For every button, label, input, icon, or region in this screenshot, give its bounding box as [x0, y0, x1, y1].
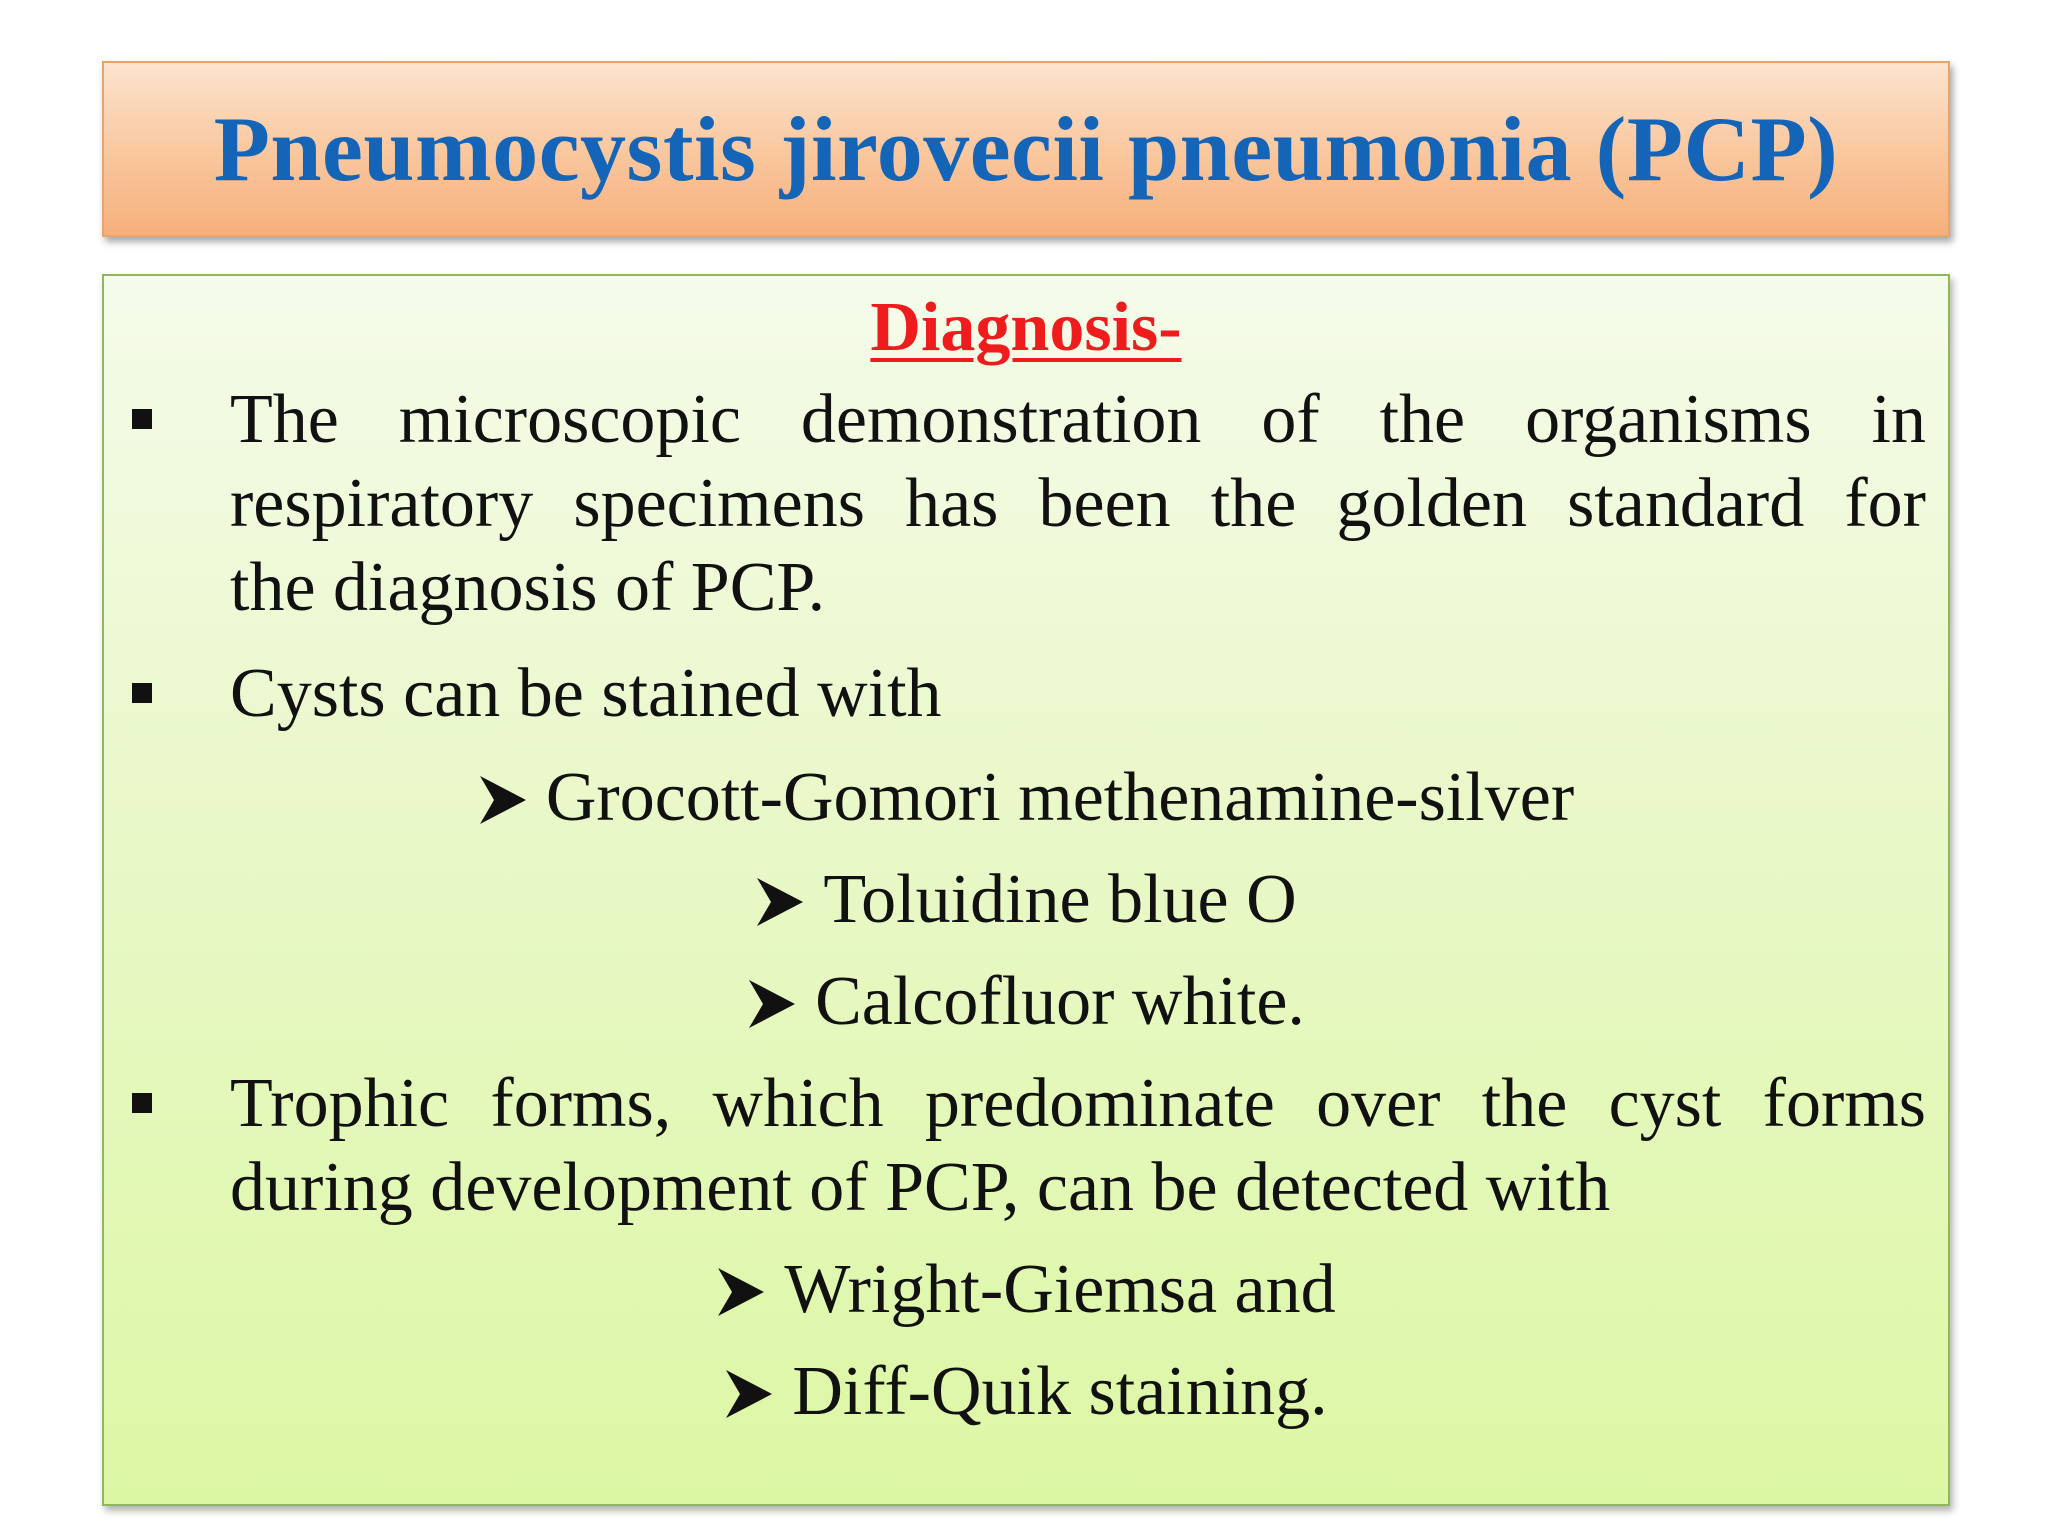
bullet-line: Cysts can be stained with — [230, 655, 942, 732]
square-bullet-icon — [132, 1093, 152, 1113]
bullet-item-2 — [132, 652, 1926, 736]
square-bullet-icon — [132, 409, 152, 429]
arrowhead-bullet-icon — [478, 774, 528, 826]
bullet-line: during development of PCP, can be detected with — [230, 1149, 1611, 1226]
bullet-line: The microscopic demonstration of the organisms in — [230, 381, 1926, 458]
sub-item-label: Calcofluor white. — [815, 963, 1305, 1040]
sub-item-2 — [104, 858, 1948, 942]
sub-item-label: Wright-Giemsa and — [784, 1251, 1336, 1328]
bullet-line: respiratory specimens has been the golden standard for — [230, 465, 1926, 542]
square-bullet-icon — [132, 683, 152, 703]
section-heading: Diagnosis- — [870, 289, 1182, 366]
arrowhead-bullet-icon — [716, 1266, 766, 1318]
bullet-item-3 — [132, 1062, 1926, 1230]
bullet-item-1 — [132, 378, 1926, 630]
sub-item-5 — [104, 1350, 1948, 1434]
sub-item-label: Toluidine blue O — [823, 861, 1297, 938]
sub-item-label: Grocott-Gomori methenamine-silver — [545, 759, 1575, 836]
sub-item-1 — [104, 756, 1948, 840]
sub-item-4 — [104, 1248, 1948, 1332]
slide-title: Pneumocystis jirovecii pneumonia (PCP) — [213, 98, 1839, 200]
arrowhead-bullet-icon — [724, 1368, 774, 1420]
arrowhead-bullet-icon — [755, 876, 805, 928]
title-banner — [102, 61, 1950, 237]
arrowhead-bullet-icon — [747, 978, 797, 1030]
bullet-line: the diagnosis of PCP. — [230, 549, 826, 626]
sub-item-3 — [104, 960, 1948, 1044]
content-panel — [102, 274, 1950, 1506]
bullet-line: Trophic forms, which predominate over the cyst forms — [230, 1065, 1926, 1142]
sub-item-label: Diff-Quik staining. — [792, 1353, 1328, 1430]
